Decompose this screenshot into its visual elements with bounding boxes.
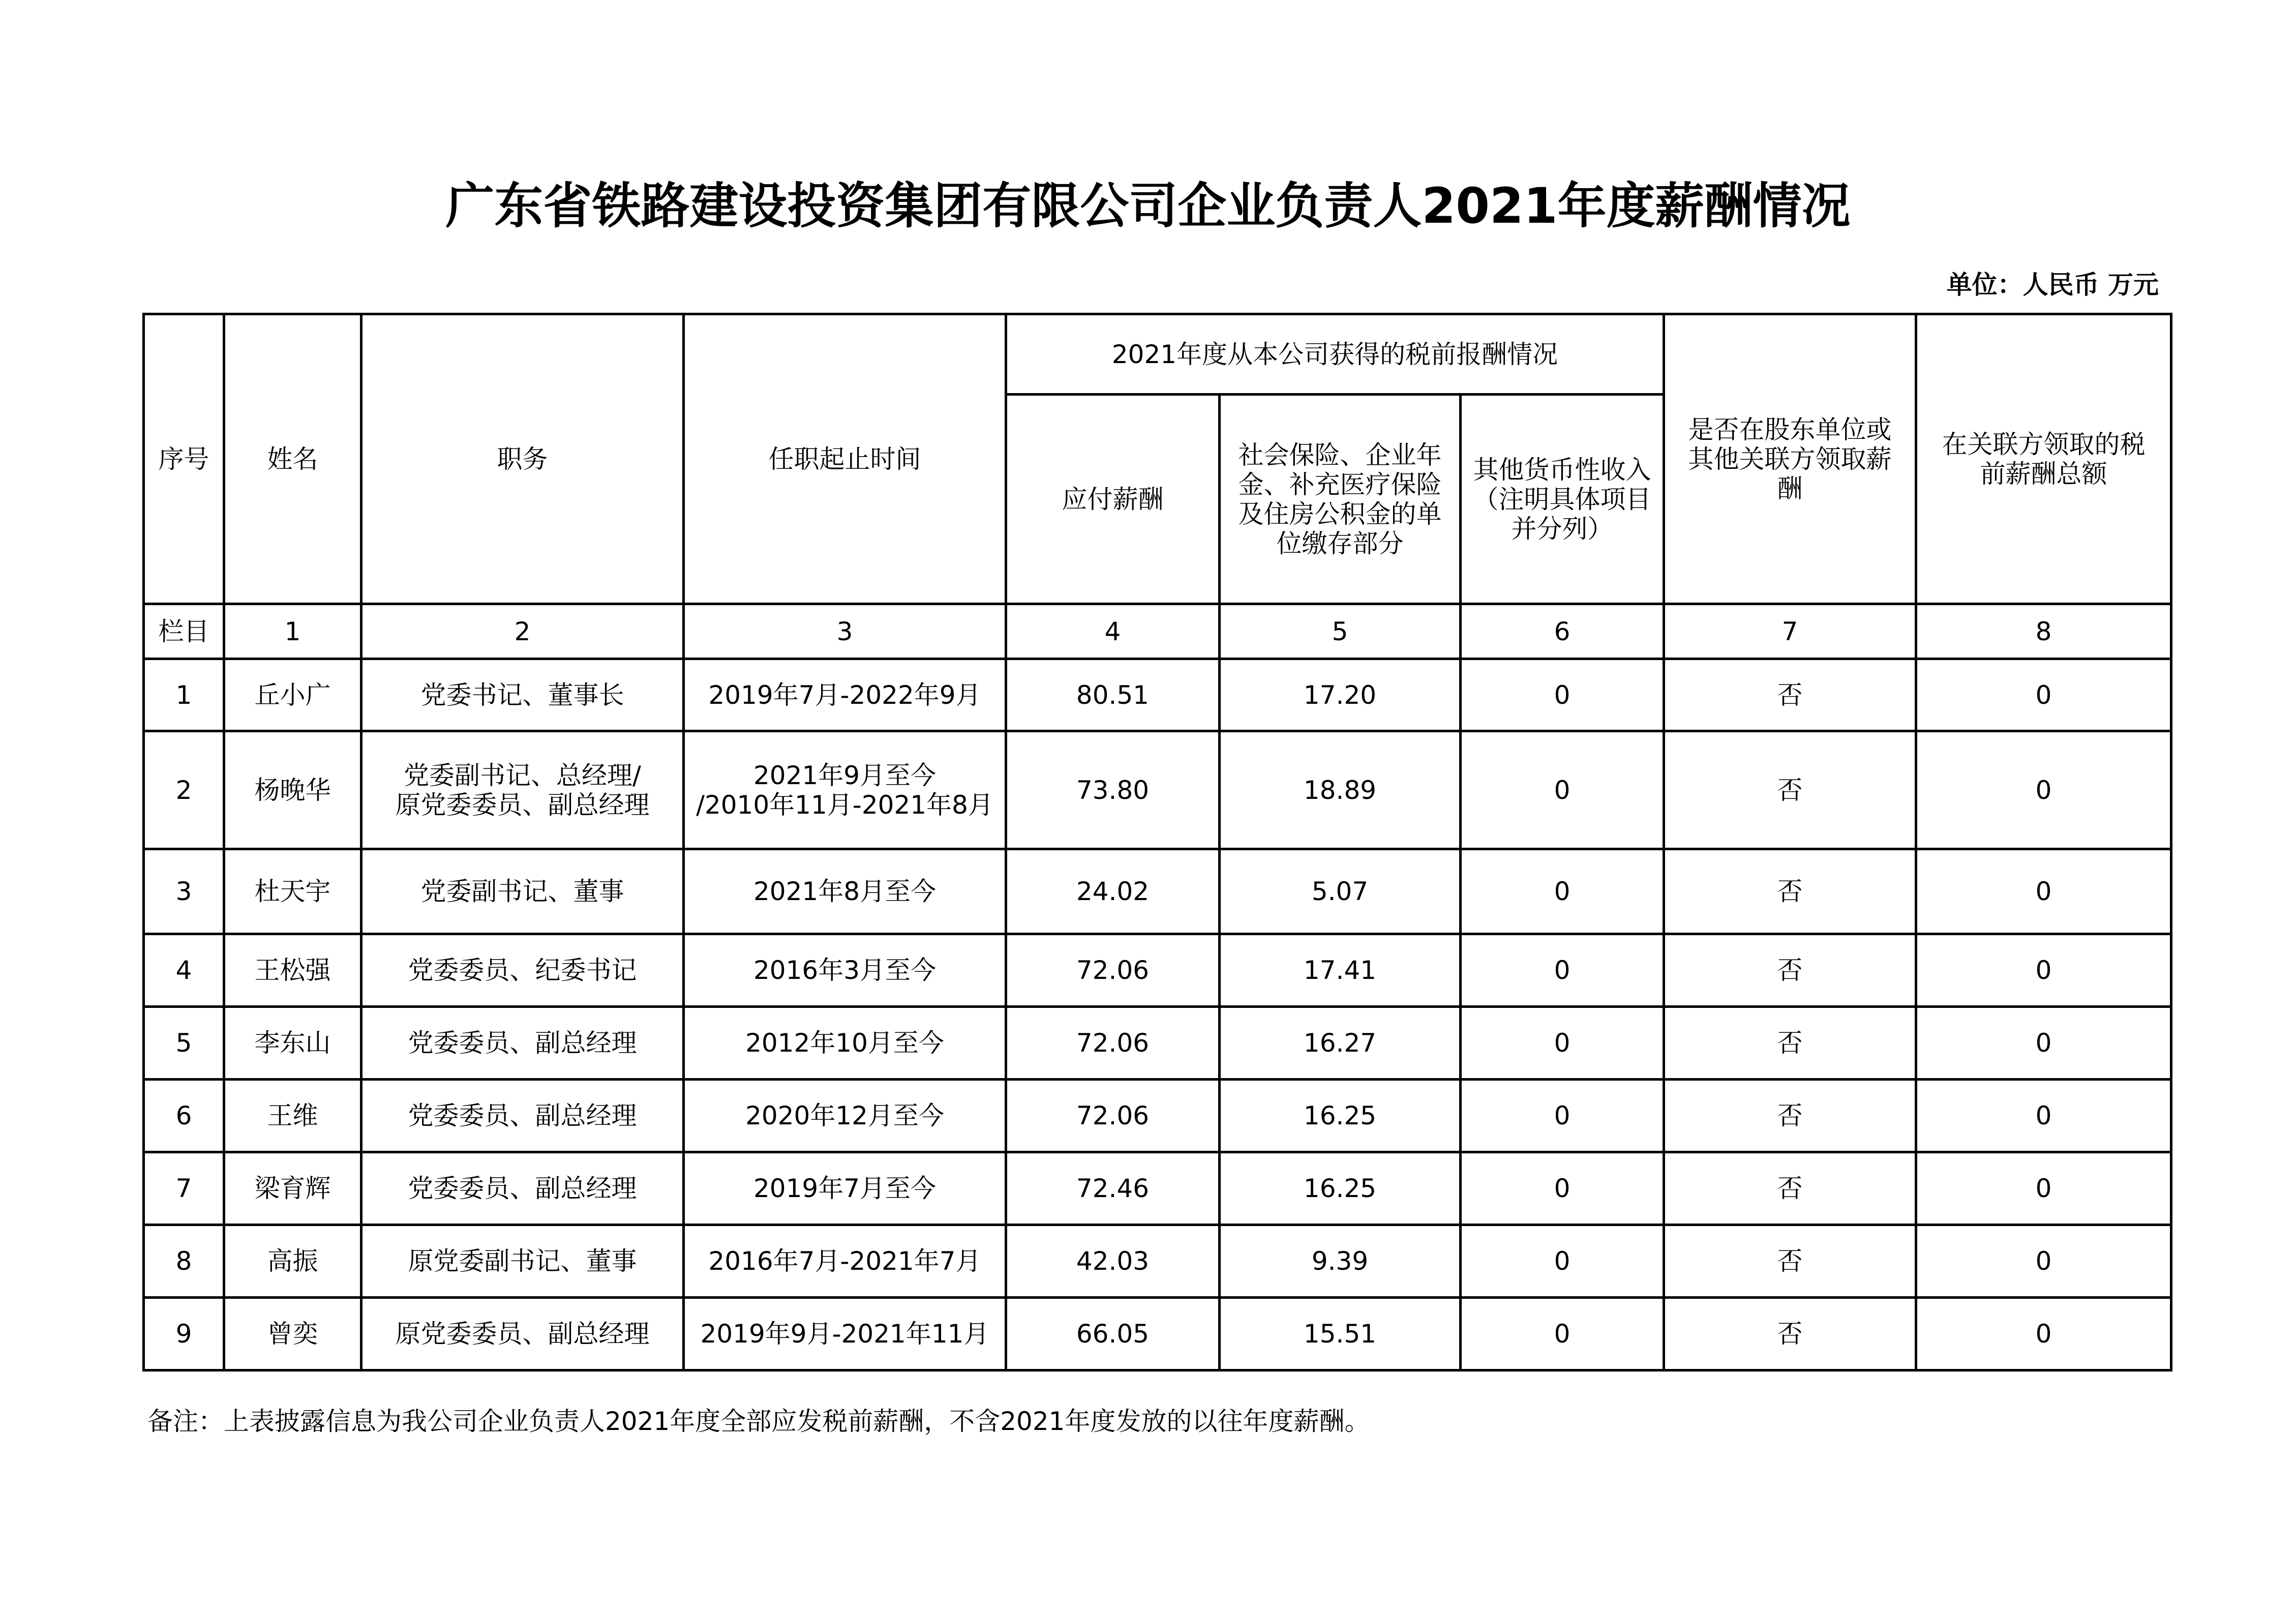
table-body	[144, 314, 2171, 1370]
cell-position: 党委副书记、董事	[361, 849, 684, 934]
cell-salary: 24.02	[1006, 849, 1220, 934]
cell-related-total: 0	[1916, 1225, 2171, 1298]
header-term: 任职起止时间	[684, 314, 1006, 604]
table-row	[144, 659, 2171, 731]
cell-insurance: 16.27	[1220, 1007, 1461, 1080]
table-row	[144, 934, 2171, 1007]
cell-insurance: 16.25	[1220, 1080, 1461, 1152]
cell-position: 党委委员、副总经理	[361, 1007, 684, 1080]
column-number: 栏目	[144, 604, 224, 659]
cell-salary: 72.06	[1006, 934, 1220, 1007]
table-row	[144, 1298, 2171, 1370]
cell-name: 高振	[224, 1225, 361, 1298]
column-number: 7	[1664, 604, 1916, 659]
header-row-top	[144, 314, 2171, 395]
cell-seq: 3	[144, 849, 224, 934]
cell-position: 党委副书记、总经理/ 原党委委员、副总经理	[361, 731, 684, 849]
cell-related-total: 0	[1916, 1298, 2171, 1370]
column-number: 3	[684, 604, 1006, 659]
cell-term: 2021年9月至今 /2010年11月-2021年8月	[684, 731, 1006, 849]
cell-position: 党委委员、纪委书记	[361, 934, 684, 1007]
cell-salary: 72.06	[1006, 1080, 1220, 1152]
cell-other-income: 0	[1461, 1298, 1664, 1370]
header-insurance: 社会保险、企业年 金、补充医疗保险 及住房公积金的单 位缴存部分	[1220, 395, 1461, 604]
cell-shareholder: 否	[1664, 1007, 1916, 1080]
cell-term: 2019年7月至今	[684, 1152, 1006, 1225]
table-row	[144, 849, 2171, 934]
cell-name: 王维	[224, 1080, 361, 1152]
cell-salary: 42.03	[1006, 1225, 1220, 1298]
cell-insurance: 16.25	[1220, 1152, 1461, 1225]
column-number: 4	[1006, 604, 1220, 659]
cell-shareholder: 否	[1664, 1080, 1916, 1152]
cell-other-income: 0	[1461, 1080, 1664, 1152]
cell-shareholder: 否	[1664, 849, 1916, 934]
cell-name: 李东山	[224, 1007, 361, 1080]
compensation-table	[142, 313, 2172, 1372]
cell-salary: 72.46	[1006, 1152, 1220, 1225]
cell-other-income: 0	[1461, 849, 1664, 934]
column-number: 1	[224, 604, 361, 659]
cell-other-income: 0	[1461, 934, 1664, 1007]
cell-other-income: 0	[1461, 731, 1664, 849]
cell-insurance: 5.07	[1220, 849, 1461, 934]
header-shareholder: 是否在股东单位或 其他关联方领取薪 酬	[1664, 314, 1916, 604]
column-number: 5	[1220, 604, 1461, 659]
cell-shareholder: 否	[1664, 659, 1916, 731]
header-salary: 应付薪酬	[1006, 395, 1220, 604]
cell-related-total: 0	[1916, 934, 2171, 1007]
cell-term: 2019年7月-2022年9月	[684, 659, 1006, 731]
cell-seq: 5	[144, 1007, 224, 1080]
cell-position: 原党委委员、副总经理	[361, 1298, 684, 1370]
cell-position: 党委委员、副总经理	[361, 1152, 684, 1225]
cell-seq: 1	[144, 659, 224, 731]
cell-salary: 66.05	[1006, 1298, 1220, 1370]
cell-related-total: 0	[1916, 731, 2171, 849]
cell-shareholder: 否	[1664, 1298, 1916, 1370]
header-related-total: 在关联方领取的税 前薪酬总额	[1916, 314, 2171, 604]
cell-shareholder: 否	[1664, 1152, 1916, 1225]
cell-salary: 80.51	[1006, 659, 1220, 731]
header-position: 职务	[361, 314, 684, 604]
unit-label: 单位：人民币 万元	[1946, 270, 2159, 300]
cell-name: 梁育辉	[224, 1152, 361, 1225]
cell-term: 2019年9月-2021年11月	[684, 1298, 1006, 1370]
table-row	[144, 1152, 2171, 1225]
cell-other-income: 0	[1461, 1152, 1664, 1225]
cell-term: 2016年7月-2021年7月	[684, 1225, 1006, 1298]
cell-term: 2020年12月至今	[684, 1080, 1006, 1152]
cell-other-income: 0	[1461, 659, 1664, 731]
cell-name: 曾奕	[224, 1298, 361, 1370]
column-number: 6	[1461, 604, 1664, 659]
header-other-income: 其他货币性收入 （注明具体项目 并分列）	[1461, 395, 1664, 604]
cell-seq: 4	[144, 934, 224, 1007]
cell-other-income: 0	[1461, 1225, 1664, 1298]
header-group: 2021年度从本公司获得的税前报酬情况	[1006, 314, 1664, 395]
cell-other-income: 0	[1461, 1007, 1664, 1080]
cell-term: 2012年10月至今	[684, 1007, 1006, 1080]
cell-insurance: 9.39	[1220, 1225, 1461, 1298]
cell-seq: 2	[144, 731, 224, 849]
cell-shareholder: 否	[1664, 731, 1916, 849]
cell-seq: 7	[144, 1152, 224, 1225]
table-row	[144, 731, 2171, 849]
cell-related-total: 0	[1916, 1007, 2171, 1080]
cell-salary: 73.80	[1006, 731, 1220, 849]
column-number: 2	[361, 604, 684, 659]
cell-name: 杜天宇	[224, 849, 361, 934]
cell-name: 杨晚华	[224, 731, 361, 849]
cell-seq: 6	[144, 1080, 224, 1152]
cell-term: 2016年3月至今	[684, 934, 1006, 1007]
table-row	[144, 1225, 2171, 1298]
cell-salary: 72.06	[1006, 1007, 1220, 1080]
cell-insurance: 17.20	[1220, 659, 1461, 731]
page-title: 广东省铁路建设投资集团有限公司企业负责人2021年度薪酬情况	[445, 177, 1851, 234]
cell-shareholder: 否	[1664, 934, 1916, 1007]
footnote: 备注：上表披露信息为我公司企业负责人2021年度全部应发税前薪酬，不含2021年度发放的以往年度薪酬。	[147, 1407, 1370, 1436]
cell-name: 王松强	[224, 934, 361, 1007]
cell-insurance: 18.89	[1220, 731, 1461, 849]
cell-term: 2021年8月至今	[684, 849, 1006, 934]
cell-shareholder: 否	[1664, 1225, 1916, 1298]
column-number: 8	[1916, 604, 2171, 659]
cell-seq: 9	[144, 1298, 224, 1370]
header-name: 姓名	[224, 314, 361, 604]
cell-related-total: 0	[1916, 1152, 2171, 1225]
cell-position: 党委委员、副总经理	[361, 1080, 684, 1152]
cell-related-total: 0	[1916, 659, 2171, 731]
cell-name: 丘小广	[224, 659, 361, 731]
column-number-row	[144, 604, 2171, 659]
cell-position: 党委书记、董事长	[361, 659, 684, 731]
table-row	[144, 1007, 2171, 1080]
cell-insurance: 17.41	[1220, 934, 1461, 1007]
cell-insurance: 15.51	[1220, 1298, 1461, 1370]
header-seq: 序号	[144, 314, 224, 604]
table-row	[144, 1080, 2171, 1152]
cell-related-total: 0	[1916, 1080, 2171, 1152]
cell-position: 原党委副书记、董事	[361, 1225, 684, 1298]
cell-related-total: 0	[1916, 849, 2171, 934]
cell-seq: 8	[144, 1225, 224, 1298]
